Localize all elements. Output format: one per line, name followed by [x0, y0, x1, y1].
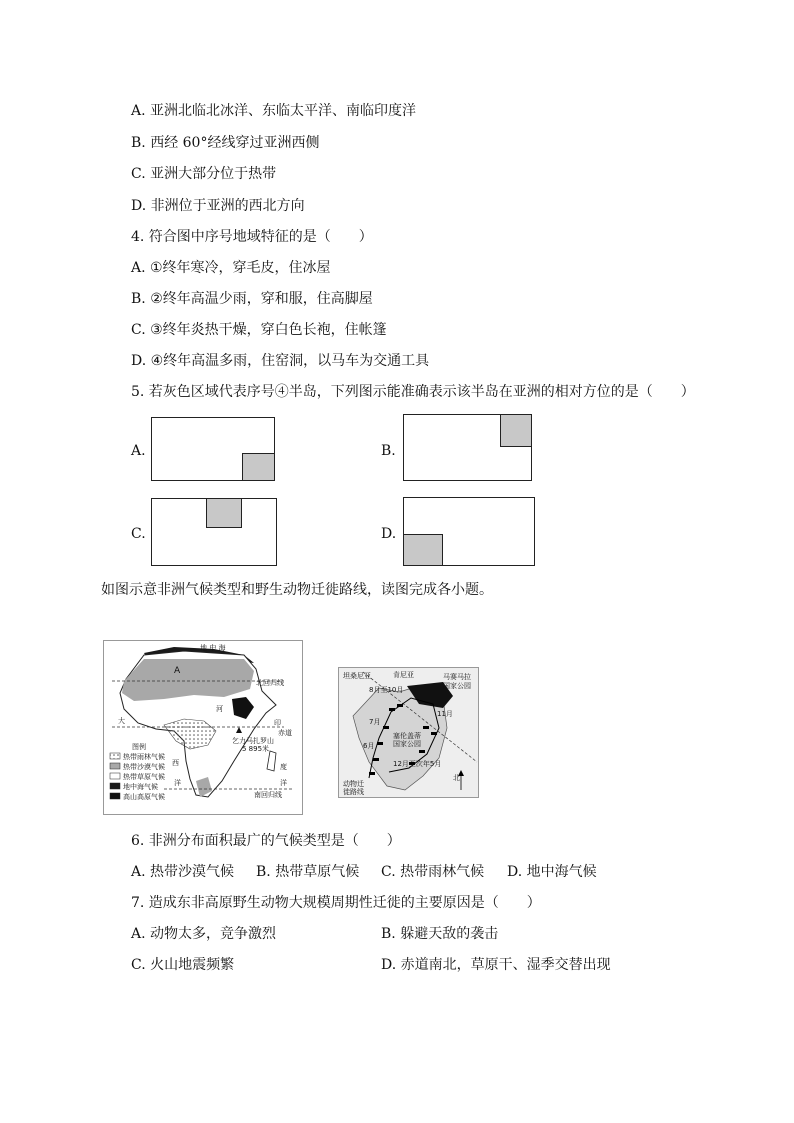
- tropic-north-label: 北回归线: [256, 679, 284, 687]
- q5-diagram-a: [151, 417, 275, 481]
- q7-option-b: B. 躲避天敌的袭击: [381, 926, 499, 942]
- month-aug-oct-label: 8月至10月: [369, 686, 404, 694]
- mountain-label: 乞力马扎罗山: [232, 737, 274, 745]
- ocean-west-1: 大: [118, 717, 125, 725]
- ocean-east-1: 印: [274, 719, 281, 727]
- q4-option-a: A. ①终年寒冷，穿毛皮，住冰屋: [131, 260, 331, 276]
- q5-diagram-b: [403, 414, 532, 481]
- section-intro: 如图示意非洲气候类型和野生动物迁徙路线，读图完成各小题。: [101, 582, 493, 598]
- q7-option-c: C. 火山地震频繁: [131, 957, 235, 973]
- q4-option-c: C. ③终年炎热干燥，穿白色长袍，住帐篷: [131, 322, 387, 338]
- legend-swatch-rainforest: [110, 753, 120, 759]
- legend-swatch-desert: [110, 763, 120, 769]
- q5-diagram-c: [151, 498, 277, 566]
- q5-shaded-region-c: [206, 498, 242, 528]
- q7-option-d: D. 赤道南北，草原干、湿季交替出现: [381, 957, 611, 973]
- q3-option-c: C. 亚洲大部分位于热带: [131, 166, 277, 182]
- q6-stem: 6. 非洲分布面积最广的气候类型是（ ）: [131, 833, 401, 849]
- park-ne-label-1: 马赛马拉: [443, 673, 471, 681]
- country-n-label: 肯尼亚: [393, 671, 414, 679]
- legend-label-highland: 高山高原气候: [123, 793, 165, 801]
- q3-option-a: A. 亚洲北临北冰洋、东临太平洋、南临印度洋: [131, 103, 417, 119]
- equator-label: 赤道: [278, 729, 292, 737]
- route-legend-label-1: 动物迁: [343, 780, 364, 788]
- month-dec-may-label: 12月至次年5月: [393, 760, 442, 768]
- north-label: 北: [453, 774, 460, 782]
- tropic-south-label: 南回归线: [254, 791, 282, 799]
- q3-option-d: D. 非洲位于亚洲的西北方向: [131, 198, 305, 214]
- ocean-east-3: 洋: [280, 779, 287, 787]
- madagascar: [267, 751, 276, 771]
- legend-title: 图例: [132, 743, 146, 751]
- month-7-label: 7月: [369, 718, 381, 726]
- q5-shaded-region-b: [500, 414, 532, 447]
- legend-label-rainforest: 热带雨林气候: [123, 753, 165, 761]
- q5-label-d: D.: [381, 526, 397, 542]
- legend-swatch-mediterranean: [110, 783, 120, 789]
- park-ne-label-2: 国家公园: [443, 682, 471, 690]
- legend-label-desert: 热带沙漠气候: [123, 763, 165, 771]
- legend-swatch-savanna: [110, 773, 120, 779]
- sea-top-label: 地 中 海: [200, 644, 226, 652]
- q6-option-a: A. 热带沙漠气候: [131, 864, 235, 880]
- q7-option-a: A. 动物太多，竞争激烈: [131, 926, 277, 942]
- q4-stem: 4. 符合图中序号地域特征的是（ ）: [131, 229, 373, 245]
- q4-option-d: D. ④终年高温多雨，住窑洞，以马车为交通工具: [131, 353, 430, 369]
- q5-label-a: A.: [131, 443, 146, 459]
- q6-option-b: B. 热带草原气候: [256, 864, 360, 880]
- q5-label-c: C.: [131, 526, 146, 542]
- ocean-west-3: 洋: [174, 779, 181, 787]
- q5-diagram-d: [403, 497, 535, 566]
- legend-label-mediterranean: 地中海气候: [123, 783, 158, 791]
- route-legend-label-2: 徙路线: [343, 788, 364, 796]
- q7-stem: 7. 造成东非高原野生动物大规模周期性迁徙的主要原因是（ ）: [131, 895, 541, 911]
- migration-route-map: [338, 667, 479, 798]
- country-w-label: 坦桑尼亚: [343, 672, 371, 680]
- park-c-label-1: 塞伦盖蒂: [393, 732, 421, 740]
- legend-label-savanna: 热带草原气候: [123, 773, 165, 781]
- q3-option-b: B. 西经 60°经线穿过亚洲西侧: [131, 135, 320, 151]
- month-11-label: 11月: [437, 710, 453, 718]
- mountain-height-label: 5 895米: [242, 745, 270, 753]
- month-6-label: 6月: [363, 742, 375, 750]
- river-label: 河: [216, 705, 223, 713]
- q4-option-b: B. ②终年高温少雨，穿和服，住高脚屋: [131, 291, 373, 307]
- africa-climate-map-svg: [104, 641, 302, 814]
- africa-climate-map: [103, 640, 303, 815]
- legend-swatch-highland: [110, 793, 120, 799]
- ocean-west-2: 西: [172, 759, 179, 767]
- q6-option-d: D. 地中海气候: [507, 864, 597, 880]
- q5-stem: 5. 若灰色区域代表序号④半岛，下列图示能准确表示该半岛在亚洲的相对方位的是（ ）: [131, 384, 695, 400]
- q5-shaded-region-d: [403, 534, 443, 566]
- q6-option-c: C. 热带雨林气候: [381, 864, 485, 880]
- letter-a-label: A: [174, 666, 181, 676]
- migration-route-map-svg: [339, 668, 478, 797]
- park-c-label-2: 国家公园: [393, 740, 421, 748]
- q5-label-b: B.: [381, 443, 396, 459]
- q5-shaded-region-a: [242, 453, 275, 481]
- ocean-east-2: 度: [280, 763, 287, 771]
